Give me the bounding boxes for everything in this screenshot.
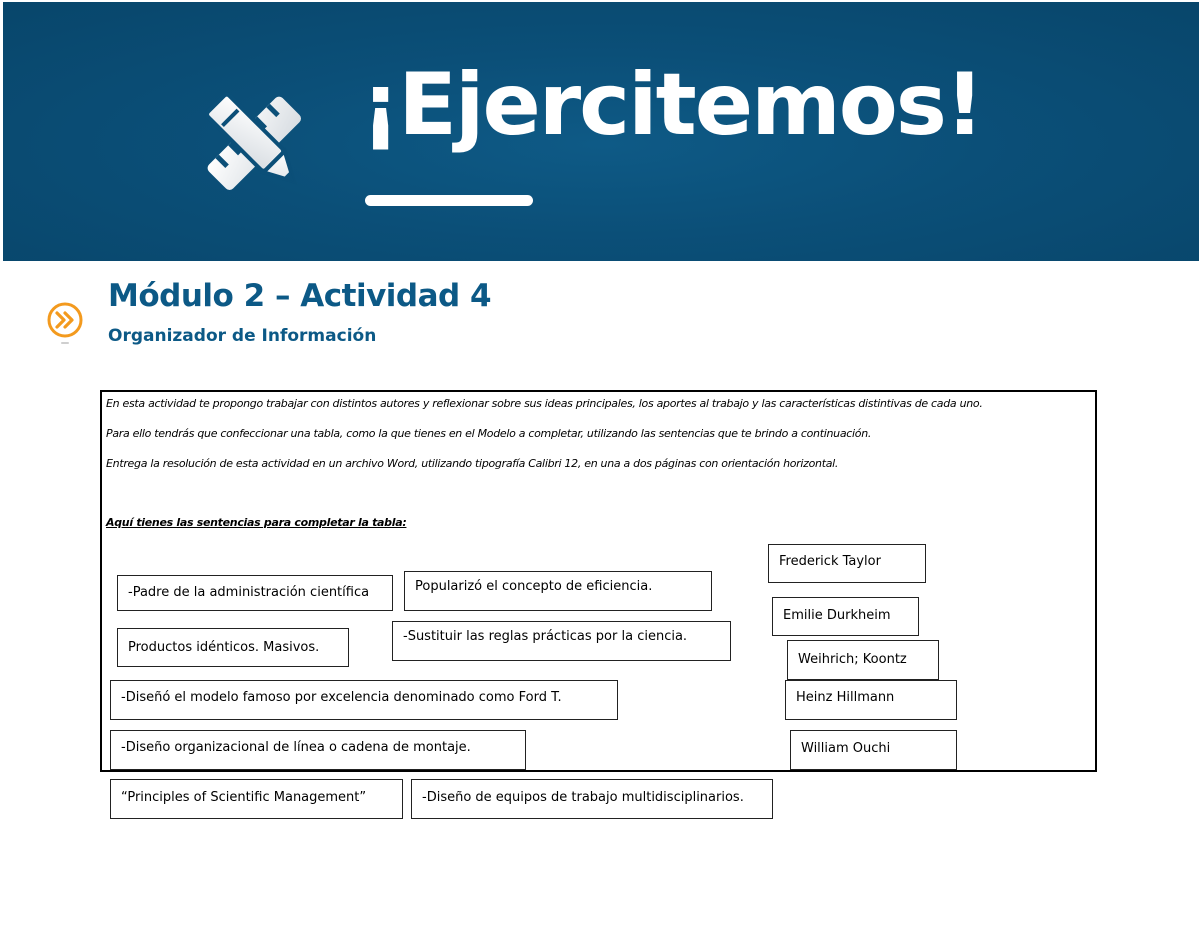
sentence-box[interactable]: Emilie Durkheim xyxy=(772,597,919,636)
sentence-box[interactable]: Popularizó el concepto de eficiencia. xyxy=(404,571,712,611)
sentence-box[interactable]: -Diseño organizacional de línea o cadena de montaje. xyxy=(110,730,526,770)
sentence-box[interactable]: -Sustituir las reglas prácticas por la ciencia. xyxy=(392,621,731,661)
instruction-text: En esta actividad te propongo trabajar con distintos autores y reflexionar sobre sus ideas principales, los aportes al trabajo y las características distintivas de cada uno. xyxy=(106,397,983,410)
sentence-box[interactable]: Productos idénticos. Masivos. xyxy=(117,628,349,667)
sentence-box[interactable]: “Principles of Scientific Management” xyxy=(110,779,403,819)
sentence-box[interactable]: William Ouchi xyxy=(790,730,957,770)
double-chevron-right-icon xyxy=(46,301,84,347)
sentence-box[interactable]: Heinz Hillmann xyxy=(785,680,957,720)
sentence-box[interactable]: -Diseñó el modelo famoso por excelencia denominado como Ford T. xyxy=(110,680,618,720)
module-subtitle: Organizador de Información xyxy=(108,326,377,346)
sentence-box[interactable]: -Padre de la administración científica xyxy=(117,575,393,611)
ruler-pencil-icon xyxy=(195,82,315,207)
instruction-text: Entrega la resolución de esta actividad en un archivo Word, utilizando tipografía Calibri 12, en una a dos páginas con orientación horizontal. xyxy=(106,457,839,470)
module-title: Módulo 2 – Actividad 4 xyxy=(108,278,492,314)
banner-underline xyxy=(365,195,533,206)
sentence-box[interactable]: Weihrich; Koontz xyxy=(787,640,939,680)
sentence-box[interactable]: -Diseño de equipos de trabajo multidisciplinarios. xyxy=(411,779,773,819)
sentence-box[interactable]: Frederick Taylor xyxy=(768,544,926,583)
header-banner xyxy=(3,2,1199,261)
banner-title: ¡Ejercitemos! xyxy=(361,55,983,155)
sentences-heading: Aquí tienes las sentencias para completar la tabla: xyxy=(106,516,407,529)
instruction-text: Para ello tendrás que confeccionar una tabla, como la que tienes en el Modelo a completar, utilizando las sentencias que te brindo a continuación. xyxy=(106,427,872,440)
